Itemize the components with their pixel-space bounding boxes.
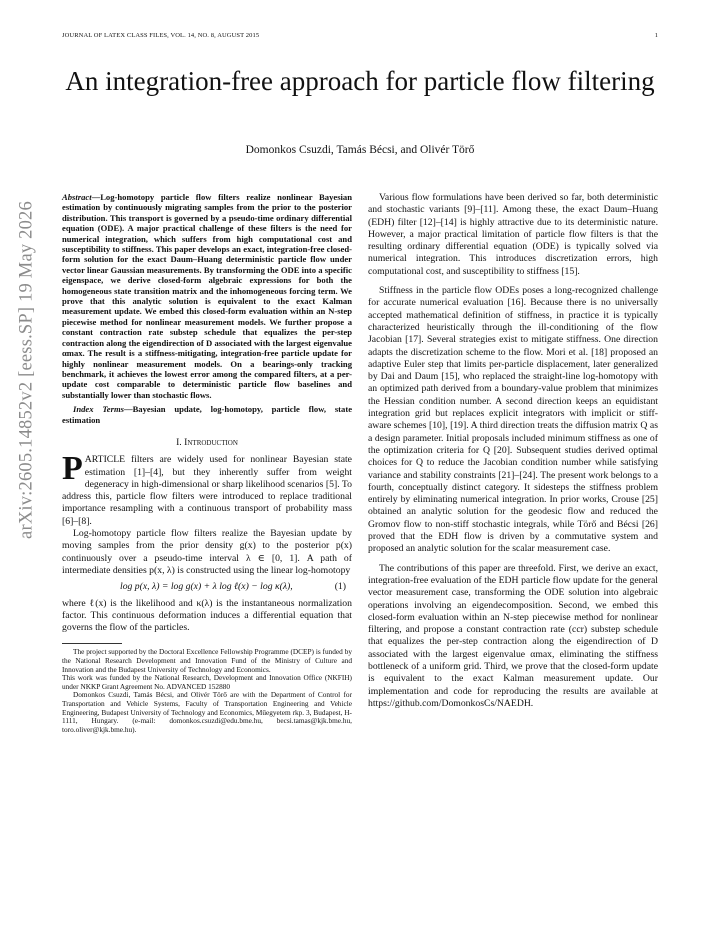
intro-paragraph-1-text: ARTICLE filters are widely used for nonlinear Bayesian state estimation [1]–[4], but they inherently suffer from weight degeneracy in high-dimensional or sharp likelihood scenarios [5]. To address this, particle flow filters were introduced to replace traditional importance resampling with a continuous transport of probability mass [6]–[8]. xyxy=(62,454,352,527)
equation-1 xyxy=(62,577,352,597)
right-paragraph-3: The contributions of this paper are threefold. First, we derive an exact, integration-free evaluation of the EDH particle flow update for the general vector measurement case, transforming the ODE solution into algebraic operations involving an eigendecomposition. Second, we embed this closed-form evaluation within an N-step piecewise method for nonlinear filtering, and propose a constant contraction rate (ccr) substep schedule that equalizes the per-step contraction along the eigendirection of D associated with the largest eigenvalue αmax, eliminating the stiffness bottleneck of a uniform grid. Third, we prove that the closed-form update is equivalent to the exact Kalman measurement update. Our implementation and code for reproducing the results are available at https://github.com/DomonkosCs/NAEDH. xyxy=(368,562,658,709)
footnote-funding-2: This work was funded by the National Research, Development and Innovation Office (NKFIH) under NKKP Grant Agreement No. ADVANCED 152880 xyxy=(62,673,352,691)
abstract-label: Abstract xyxy=(62,192,92,202)
intro-paragraph-1 xyxy=(62,450,352,528)
footnote-funding-1: The project supported by the Doctoral Excellence Fellowship Programme (DCEP) is funded by the National Research Development and Innovation Fund of the Ministry of Culture and Innovation and the Budapest University of Technology and Economics. xyxy=(62,647,352,674)
page-number: 1 xyxy=(654,32,658,39)
author-list: Domonkos Csuzdi, Tamás Bécsi, and Olivér Törő xyxy=(245,144,475,156)
paper-title: An integration-free approach for particle flow filtering xyxy=(65,66,655,96)
footnote-affiliation: Domonkos Csuzdi, Tamás Bécsi, and Olivér Törő are with the Department of Control for Transportation and Vehicle Systems, Faculty of Transportation Engineering and Vehicle Engineering, Budapest University of Technology and Economics, Műegyetem rkp. 3, Budapest, H-1111, Hungary. (e-mail: domonkos.csuzdi@edu.bme.hu, becsi.tamas@kjk.bme.hu, toro.oliver@kjk.bme.hu). xyxy=(62,690,352,734)
footnote-rule xyxy=(62,643,122,644)
intro-paragraph-3: where ℓ(x) is the likelihood and κ(λ) is the instantaneous normalization factor. This continuous deformation induces a differential equation that governs the flow of the particles. xyxy=(62,597,352,634)
footnotes xyxy=(62,648,352,734)
section-heading: I. Introduction xyxy=(176,436,238,448)
running-header: JOURNAL OF LATEX CLASS FILES, VOL. 14, NO. 8, AUGUST 2015 xyxy=(62,32,260,39)
right-column xyxy=(368,192,658,710)
intro-paragraph-2: Log-homotopy particle flow filters realize the Bayesian update by moving samples from the prior density g(x) to the posterior p(x) continuously over a pseudo-time interval λ ∈ [0, 1]. A path of intermediate densities p(x, λ) is constructed using the linear log-homotopy xyxy=(62,528,352,576)
index-terms-label: Index Terms xyxy=(73,404,124,415)
index-terms xyxy=(62,404,352,425)
arxiv-stamp xyxy=(4,60,50,680)
abstract-text: —Log-homotopy particle flow filters realize nonlinear Bayesian estimation by continuously migrating samples from the prior to the posterior distribution. This transport is governed by a pseudo-time ordinary differential equation (ODE). A major practical challenge of these filters is the need for numerical integration, which suffers from high computational cost and susceptibility to stiffness. This paper develops an exact, integration-free closed-form solution for the exact Daum–Huang deterministic particle flow under vector linear Gaussian measurements. By transforming the ODE into a specific eigenspace, we derive closed-form algebraic expressions for both the homogeneous state transition matrix and the inhomogeneous forcing term. We prove that this analytic solution is equivalent to the exact Kalman measurement update. We embed this closed-form evaluation within an N-step piecewise method for nonlinear measurement models. We further propose a constant contraction rate substep schedule that equalizes the per-step contraction along the eigendirection of D associated with the largest eigenvalue αmax. The result is a stiffness-mitigating, integration-free particle update for highly nonlinear measurement models. On a bearings-only tracking benchmark, it achieves the lowest error among the compared filters, at a per-update cost comparable to deterministic particle flow baselines and substantially lower than stochastic flows. xyxy=(62,192,352,400)
arxiv-stamp-text: arXiv:2605.14852v2 [eess.SP] 19 May 2026 xyxy=(16,201,37,539)
index-terms-text: —Bayesian update, log-homotopy, particle flow, state estimation xyxy=(62,404,353,425)
equation-body: log p(x, λ) = log g(x) + λ log ℓ(x) − log κ(λ), xyxy=(120,581,293,593)
drop-cap: P xyxy=(62,450,83,488)
left-column xyxy=(62,192,352,734)
right-paragraph-1: Various flow formulations have been derived so far, both deterministic and stochastic variants [9]–[11]. Among these, the exact Daum–Huang (EDH) filter [12]–[14] is highly attractive due to its deterministic nature. However, a major practical limitation of particle flow filters is that the resulting ordinary differential equation (ODE) is typically solved via numerical integration. This introduces discretization errors, high computational cost, and susceptibility to stiffness [15]. xyxy=(368,192,658,277)
equation-number: (1) xyxy=(334,581,346,593)
abstract xyxy=(62,192,352,400)
right-paragraph-2: Stiffness in the particle flow ODEs poses a long-recognized challenge for accurate numerical evaluation [16]. Because there is no universally accepted mathematical definition of stiffness, in practice it is typically characterized heuristically through the ill-conditioning of the flow Jacobian [17]. Several strategies exist to mitigate stiffness. One direction adapts the discretization scheme to the flow. Mori et al. [18] proposed an adaptive Euler step that limits per-particle displacement, later generalized by Dai and Daum [15], who replaced the straight-line log-homotopy with an optimized path derived from a boundary-value problem that minimizes the Hessian condition number. A second direction keeps an equidistant integration grid but replaces explicit integrators with implicit or stiff-aware schemes [10], [19]. A third direction treats the diffusion matrix Q as a design parameter. Initial proposals included minimum stiffness as one of the optimization criteria for Q [20]. Subsequent studies derived optimal choices for Q to reduce the Jacobian condition number while satisfying variance and stability constraints [21]–[24]. The present work belongs to a fourth, conceptually distinct category. It sidesteps the stiffness problem entirely by eliminating numerical integration. In prior works, Crouse [25] obtained an analytic solution for the geodesic flow and reduced the Gromov flow to non-stiff stochastic integrals, while Törő and Bécsi [26] proved that the EDH flow is driven by a commutative system and proposed an analytic solution for the scalar measurement case. xyxy=(368,285,658,555)
